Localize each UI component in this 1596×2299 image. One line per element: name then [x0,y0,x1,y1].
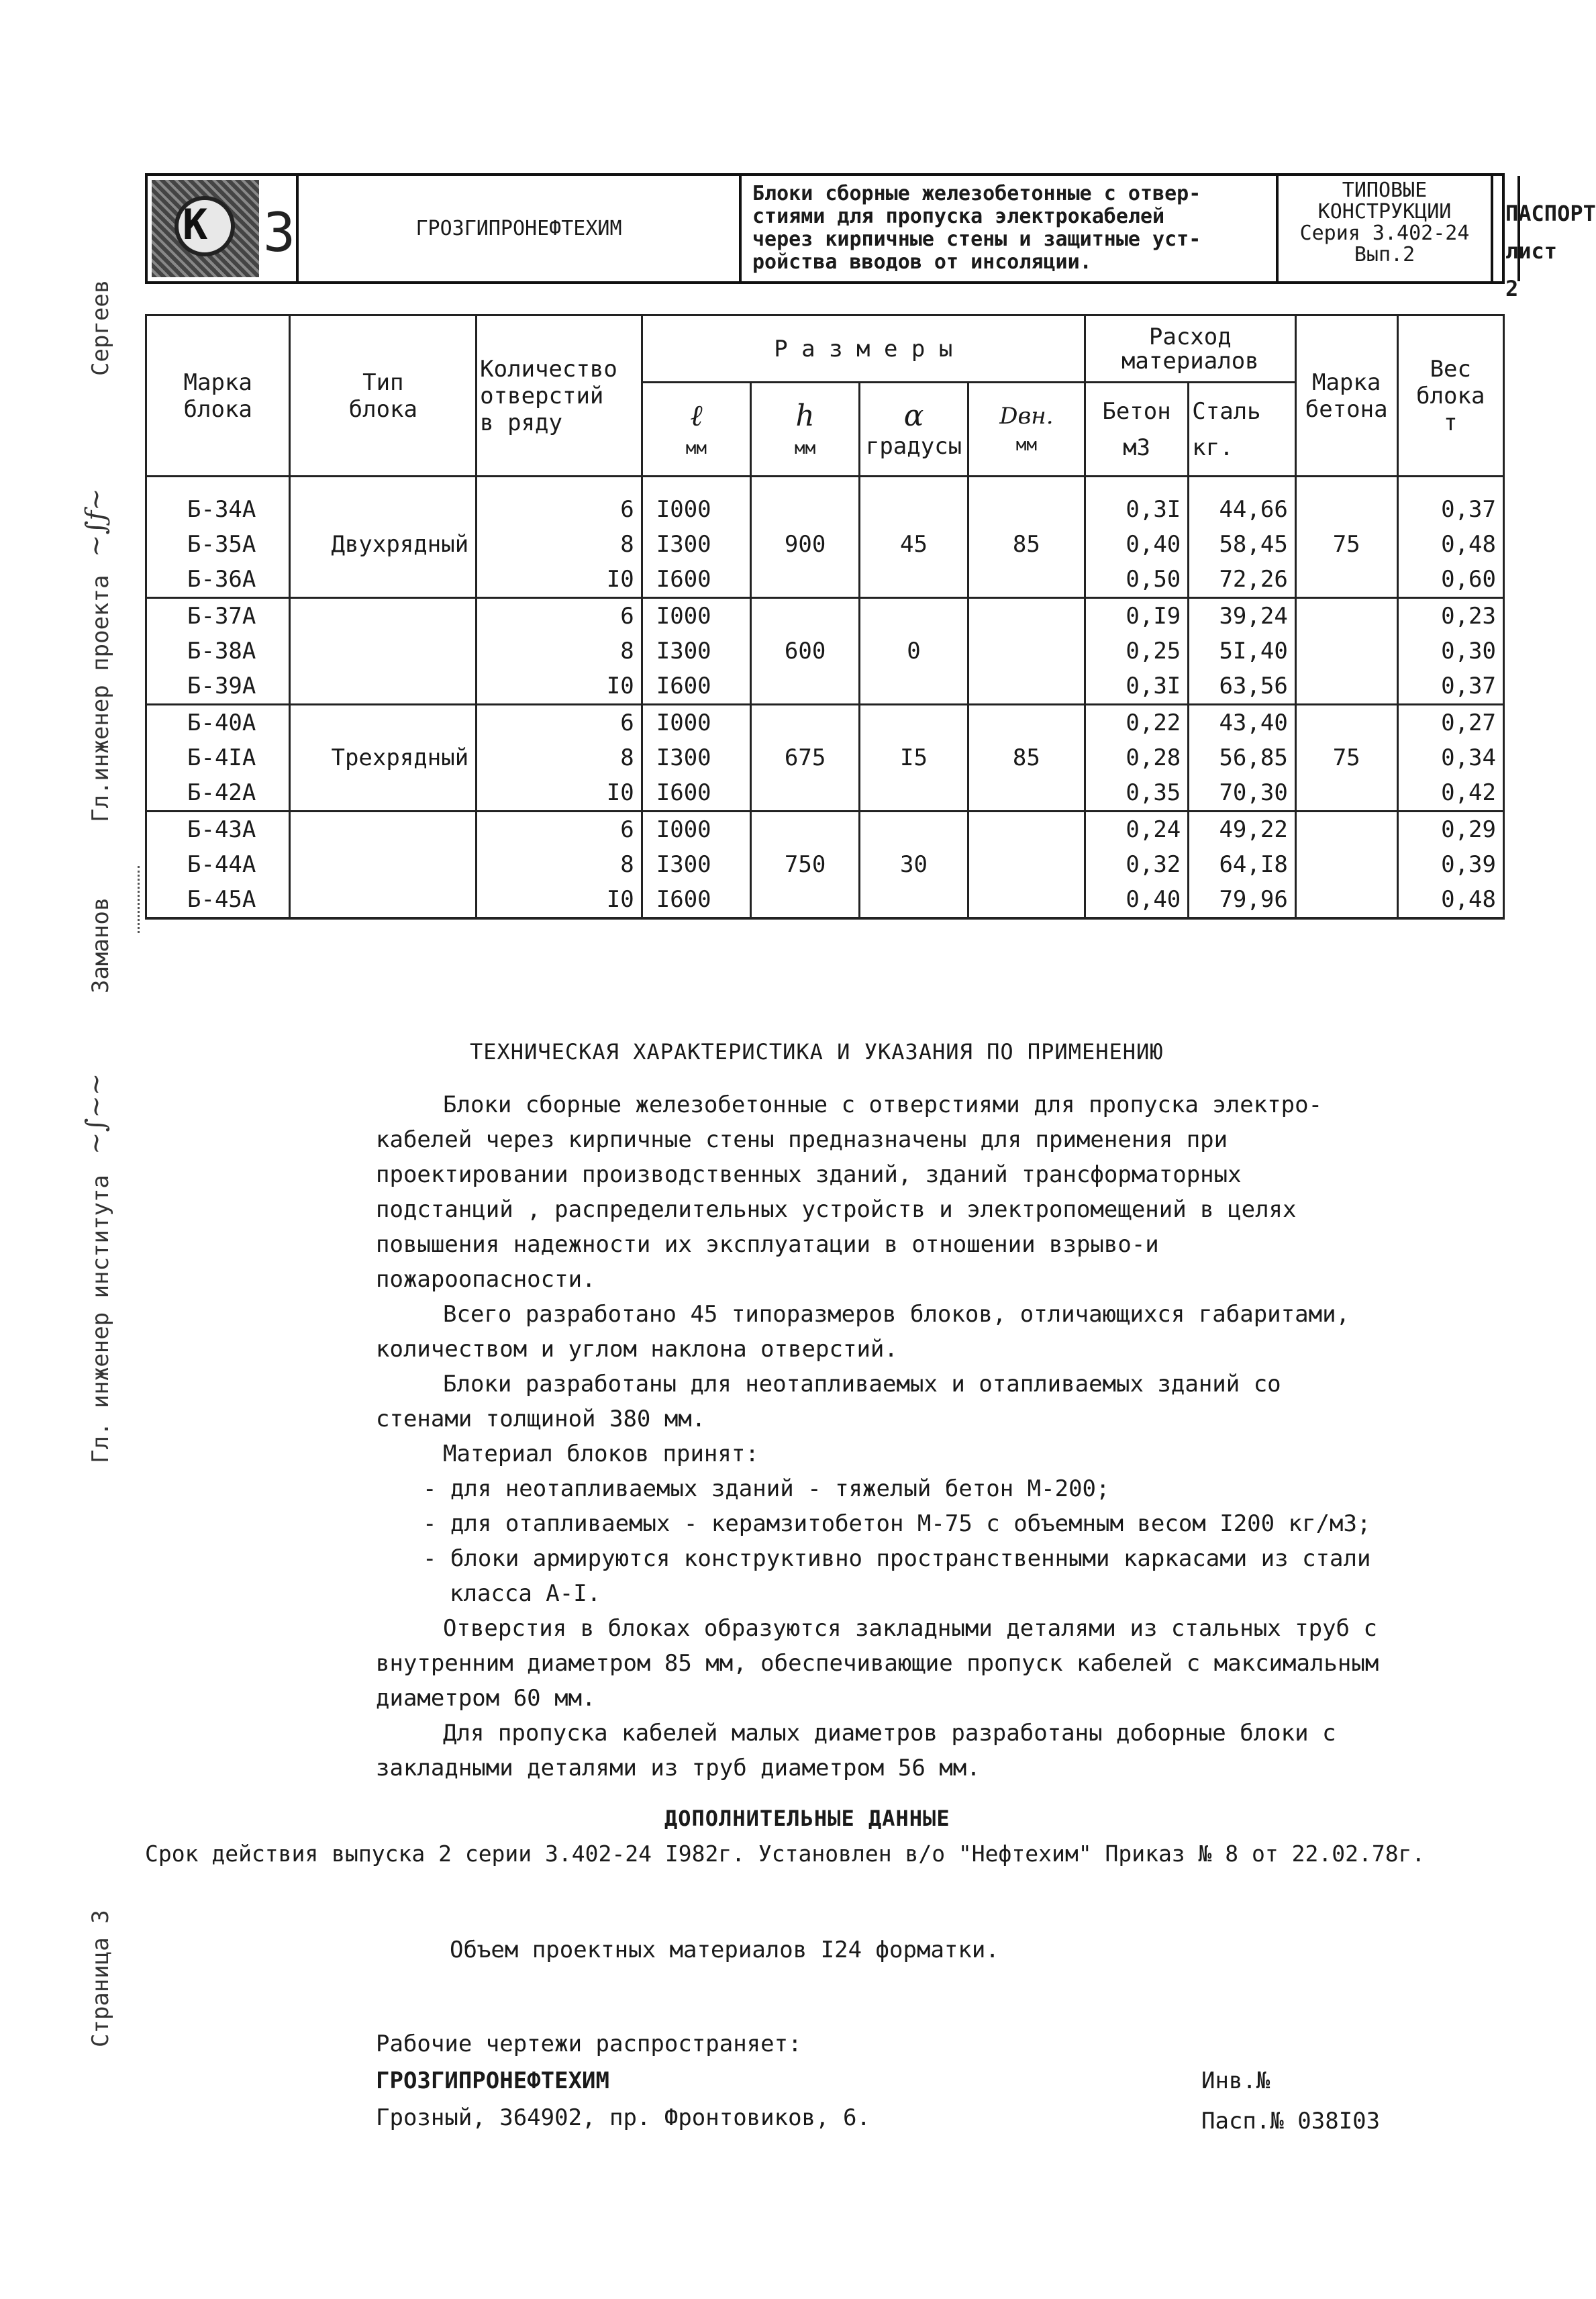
cell-grade [1295,598,1397,634]
cell-a [860,705,968,741]
cell-h [751,775,860,812]
distribution-line-2: ГРОЗГИПРОНЕФТЕХИМ [376,2067,609,2094]
table-row [146,882,1504,918]
cell-grade [1295,882,1397,918]
cell-count: 8 [477,634,642,669]
cell-type [290,669,477,705]
cell-h: 900 [751,527,860,562]
cell-type [290,598,477,634]
margin-surname-2: Заманов [87,897,114,993]
blocks-table [145,314,1505,920]
header-diameter: Dвн. мм [968,383,1085,477]
cell-h [751,705,860,741]
cell-beton: 0,I9 [1085,598,1188,634]
cell-type [290,634,477,669]
cell-grade [1295,634,1397,669]
logo: К 3 [148,176,299,281]
cell-count: 6 [477,812,642,848]
cell-a [860,477,968,528]
additional-heading: ДОПОЛНИТЕЛЬНЫЕ ДАННЫЕ [664,1806,950,1831]
margin-position-1: Гл.инженер проекта [87,575,114,822]
cell-l: I600 [642,882,750,918]
paragraph-material: Материал блоков принят: [443,1440,759,1467]
passport-number: Пасп.№ 038I03 [1201,2108,1381,2135]
cell-type [290,847,477,882]
cell-a [860,812,968,848]
cell-count: I0 [477,669,642,705]
cell-type: Двухрядный [290,527,477,562]
cell-steel: 44,66 [1189,477,1296,528]
validity-line: Срок действия выпуска 2 серии 3.402-24 I982г. Установлен в/о "Нефтехим" Приказ № 8 от 22.02.78г. [145,1841,1426,1867]
cell-type [290,562,477,598]
cell-mark: Б-37А [146,598,290,634]
header-height: h мм [751,383,860,477]
header-length: ℓ мм [642,383,750,477]
cell-d [968,775,1085,812]
cell-beton: 0,28 [1085,740,1188,775]
bullet-reinforcement: - блоки армируются конструктивно пространственными каркасами из стали класса А-I. [423,1545,1371,1607]
cell-mark: Б-44А [146,847,290,882]
header-grade: Марка бетона [1295,315,1397,477]
cell-mark: Б-36А [146,562,290,598]
cell-beton: 0,40 [1085,882,1188,918]
cell-beton: 0,35 [1085,775,1188,812]
cell-l: I300 [642,634,750,669]
header-weight: Вес блока т [1397,315,1503,477]
cell-steel: 63,56 [1189,669,1296,705]
cell-type [290,477,477,528]
cell-type [290,882,477,918]
cell-type [290,705,477,741]
cell-l: I300 [642,527,750,562]
cell-d [968,705,1085,741]
cell-a [860,775,968,812]
cell-grade [1295,847,1397,882]
cell-l: I600 [642,562,750,598]
title-block [145,173,1596,301]
cell-steel: 39,24 [1189,598,1296,634]
cell-d: 85 [968,740,1085,775]
table-row [146,527,1504,562]
cell-count: I0 [477,882,642,918]
paragraph-purpose: Блоки сборные железобетонные с отверстиями для пропуска электро-кабелей через кирпичные стены предназначены для применения при проектировании производственных зданий, зданий трансформаторных подстанций , распределительных устройств и электропомещений в целях повышения надежности их эксплуатации в отношении взрыво-и пожароопасности. [376,1091,1323,1293]
cell-d: 85 [968,527,1085,562]
cell-grade [1295,812,1397,848]
header-steel: Сталь кг. [1189,383,1296,477]
cell-mark: Б-4IА [146,740,290,775]
cell-l: I000 [642,598,750,634]
cell-beton: 0,32 [1085,847,1188,882]
cell-h [751,669,860,705]
signature-2: ~∫~~ [81,1073,111,1155]
cell-beton: 0,22 [1085,705,1188,741]
cell-a [860,562,968,598]
volume-line: Объем проектных материалов I24 форматки. [450,1937,999,1963]
cell-steel: 49,22 [1189,812,1296,848]
table-row [146,812,1504,848]
cell-count: 6 [477,705,642,741]
cell-grade [1295,477,1397,528]
header-consumption: Расход материалов [1085,315,1295,383]
cell-weight: 0,29 [1397,812,1503,848]
bullet-heated: - для отапливаемых - керамзитобетон М-75 с объемным весом I200 кг/м3; [423,1510,1371,1537]
table-row [146,705,1504,741]
cell-a [860,598,968,634]
cell-beton: 0,40 [1085,527,1188,562]
header-angle: α градусы [860,383,968,477]
section-heading: ТЕХНИЧЕСКАЯ ХАРАКТЕРИСТИКА И УКАЗАНИЯ ПО ПРИМЕНЕНИЮ [470,1039,1164,1065]
document-title: Блоки сборные железобетонные с отвер- стиями для пропуска электрокабелей через кирпичные стены и защитные уст- ройства вводов от инсоляции. [742,176,1279,281]
cell-type [290,812,477,848]
cell-mark: Б-45А [146,882,290,918]
cell-steel: 72,26 [1189,562,1296,598]
table-row [146,669,1504,705]
cell-d [968,882,1085,918]
paragraph-small-diameters: Для пропуска кабелей малых диаметров разработаны доборные блоки с закладными деталями из труб диаметром 56 мм. [376,1720,1336,1781]
cell-d [968,477,1085,528]
table-body [146,477,1504,919]
cell-h [751,882,860,918]
cell-mark: Б-34А [146,477,290,528]
series-info: ТИПОВЫЕ КОНСТРУКЦИИ Серия 3.402-24 Вып.2 [1279,176,1493,281]
table-row [146,477,1504,528]
cell-h [751,598,860,634]
cell-weight: 0,48 [1397,882,1503,918]
cell-count: 6 [477,477,642,528]
cell-l: I600 [642,775,750,812]
cell-steel: 43,40 [1189,705,1296,741]
cell-grade: 75 [1295,527,1397,562]
cell-h: 675 [751,740,860,775]
signature-1: ~∫ƒ~ [81,488,111,557]
table-row [146,740,1504,775]
organization-name: ГРОЗГИПРОНЕФТЕХИМ [299,176,742,281]
cell-weight: 0,23 [1397,598,1503,634]
header-sizes: Р а з м е р ы [642,315,1085,383]
cell-l: I600 [642,669,750,705]
cell-a: 0 [860,634,968,669]
cell-a [860,669,968,705]
cell-h: 750 [751,847,860,882]
cell-steel: 58,45 [1189,527,1296,562]
cell-count: 8 [477,740,642,775]
cell-mark: Б-39А [146,669,290,705]
cell-weight: 0,37 [1397,477,1503,528]
cell-weight: 0,48 [1397,527,1503,562]
cell-beton: 0,3I [1085,477,1188,528]
cell-steel: 79,96 [1189,882,1296,918]
distribution-line-3: Грозный, 364902, пр. Фронтовиков, 6. [376,2104,870,2131]
cell-count: 8 [477,527,642,562]
table-row [146,598,1504,634]
cell-weight: 0,27 [1397,705,1503,741]
cell-h [751,812,860,848]
cell-type [290,775,477,812]
cell-d [968,847,1085,882]
cell-grade: 75 [1295,740,1397,775]
cell-count: 8 [477,847,642,882]
table-row [146,634,1504,669]
cell-d [968,598,1085,634]
cell-h [751,562,860,598]
cell-steel: 5I,40 [1189,634,1296,669]
cell-count: 6 [477,598,642,634]
header-count: Количество отверстий в ряду [477,315,642,477]
cell-l: I000 [642,477,750,528]
cell-a: I5 [860,740,968,775]
paragraph-count: Всего разработано 45 типоразмеров блоков, отличающихся габаритами, количеством и углом наклона отверстий. [376,1301,1350,1363]
paragraph-openings: Отверстия в блоках образуются закладными деталями из стальных труб с внутренним диаметром 85 мм, обеспечивающие пропуск кабелей с максимальным диаметром 60 мм. [376,1615,1379,1712]
cell-l: I300 [642,740,750,775]
header-type: Тип блока [290,315,477,477]
cell-mark: Б-38А [146,634,290,669]
header-mark: Марка блока [146,315,290,477]
cell-l: I000 [642,705,750,741]
cell-type: Трехрядный [290,740,477,775]
cell-grade [1295,669,1397,705]
distribution-line-1: Рабочие чертежи распространяет: [376,2031,802,2057]
inventory-number: Инв.№ [1201,2067,1270,2094]
cell-a: 45 [860,527,968,562]
cell-steel: 70,30 [1189,775,1296,812]
cell-weight: 0,42 [1397,775,1503,812]
table-row [146,562,1504,598]
cell-weight: 0,39 [1397,847,1503,882]
cell-d [968,812,1085,848]
cell-grade [1295,562,1397,598]
cell-beton: 0,3I [1085,669,1188,705]
cell-grade [1295,775,1397,812]
cell-mark: Б-43А [146,812,290,848]
table-row [146,847,1504,882]
cell-beton: 0,25 [1085,634,1188,669]
cell-weight: 0,34 [1397,740,1503,775]
cell-d [968,562,1085,598]
paragraph-walls: Блоки разработаны для неотапливаемых и отапливаемых зданий со стенами толщиной 380 мм. [376,1371,1281,1432]
technical-text [376,1087,1383,1786]
passport-label: ПАСПОРТ лист 2 [1493,176,1520,281]
cell-d [968,669,1085,705]
cell-weight: 0,60 [1397,562,1503,598]
cell-h [751,477,860,528]
margin-position-2: Гл. инженер института [87,1175,114,1463]
cell-count: I0 [477,775,642,812]
bullet-unheated: - для неотапливаемых зданий - тяжелый бетон М-200; [423,1475,1110,1502]
cell-h: 600 [751,634,860,669]
margin-page: Страница 3 [87,1910,114,2047]
cell-weight: 0,30 [1397,634,1503,669]
margin-divider [138,866,140,933]
header-concrete: Бетон м3 [1085,383,1188,477]
cell-mark: Б-35А [146,527,290,562]
cell-weight: 0,37 [1397,669,1503,705]
cell-mark: Б-42А [146,775,290,812]
cell-l: I300 [642,847,750,882]
cell-a: 30 [860,847,968,882]
cell-steel: 56,85 [1189,740,1296,775]
cell-beton: 0,50 [1085,562,1188,598]
cell-beton: 0,24 [1085,812,1188,848]
cell-grade [1295,705,1397,741]
cell-d [968,634,1085,669]
cell-l: I000 [642,812,750,848]
margin-surname-1: Сергеев [87,279,114,376]
cell-count: I0 [477,562,642,598]
cell-a [860,882,968,918]
table-row [146,775,1504,812]
cell-mark: Б-40А [146,705,290,741]
cell-steel: 64,I8 [1189,847,1296,882]
